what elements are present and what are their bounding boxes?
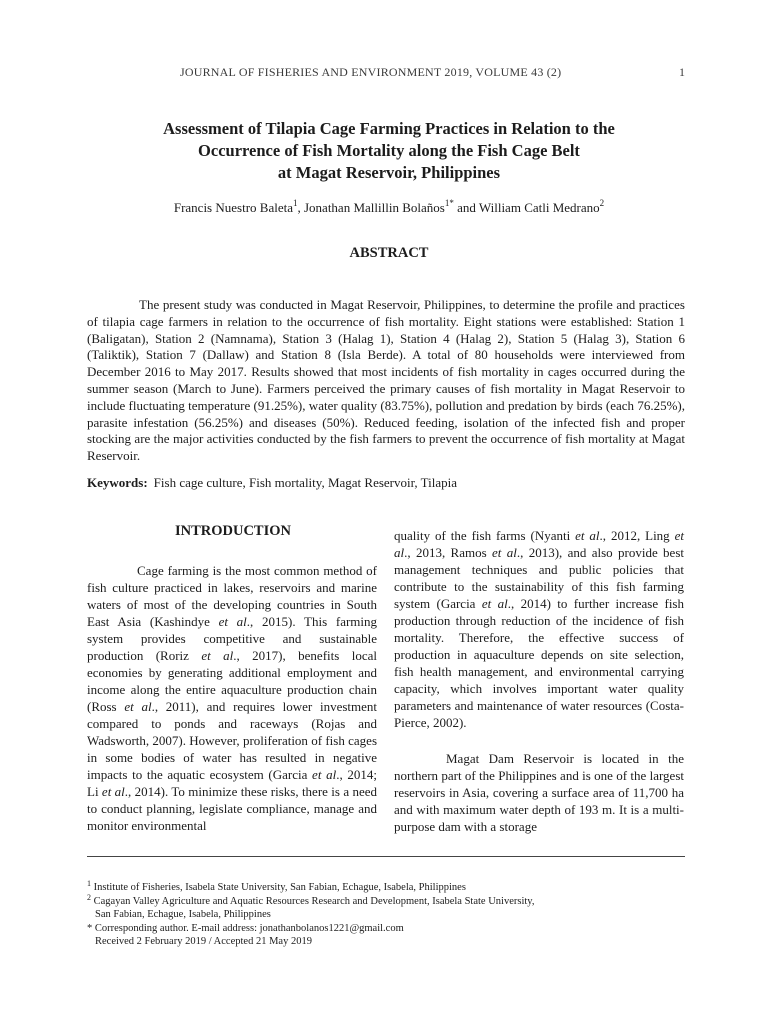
footnote-divider	[87, 856, 685, 857]
text-run: ., 2011), and requires lower investment compared to ponds and raceways (Rojas and Wadsworth, 2007). However, proliferation of fish cages in some bodies of water has resulted in negative impacts to the aquatic ecosystem (Garcia	[87, 699, 378, 782]
footnote-affiliation	[87, 892, 685, 909]
title-line: at Magat Reservoir, Philippines	[277, 163, 501, 182]
italic-run: et al	[312, 767, 337, 782]
footnote-text: Cagayan Valley Agriculture and Aquatic Resources Research and Development, Isabela State University,	[91, 895, 535, 907]
text-run: ., 2012, Ling	[599, 528, 675, 543]
text-run: ., 2014). To minimize these risks, there is a need to conduct planning, legislate compliance, manage and monitor environmental	[87, 784, 377, 833]
abstract-heading: ABSTRACT	[349, 245, 429, 261]
running-header	[0, 65, 768, 83]
keywords-text: Fish cage culture, Fish mortality, Magat Reservoir, Tilapia	[153, 475, 458, 490]
italic-run: et al	[201, 648, 234, 663]
footnote-marker: 2	[87, 892, 91, 902]
text-run: ., 2013, Ramos	[404, 545, 493, 560]
title-line: Assessment of Tilapia Cage Farming Practices in Relation to the	[163, 119, 615, 138]
affiliation-marker: 1	[292, 198, 298, 208]
page-number: 1	[679, 65, 686, 79]
title-line: Occurrence of Fish Mortality along the Fish Cage Belt	[198, 141, 580, 160]
article-title	[100, 118, 678, 184]
keywords-label: Keywords:	[87, 475, 148, 490]
text-run: ., 2013), and also provide best management techniques and public policies that contribute to the sustainability of this fish farming system (Garcia	[394, 545, 684, 611]
footnote-marker: 1	[87, 879, 91, 888]
italic-run: et al	[492, 545, 517, 560]
text-run: ., 2014; Li	[87, 767, 377, 799]
author-name: Jonathan Mallillin Bolaños	[303, 200, 445, 215]
author-name: Francis Nuestro Baleta	[173, 200, 293, 215]
author-list	[90, 199, 688, 217]
right-column	[394, 527, 684, 835]
keywords	[87, 474, 685, 491]
footnote-affiliation	[87, 881, 685, 895]
abstract-text: The present study was conducted in Magat Reservoir, Philippines, to determine the profile and practices of tilapia cage farmers in relation to the occurrence of fish mortality. Eight stations were established: Station 1 (Baligatan), Station 2 (Namnama), Station 3 (Halag 1), Station 4 (Halag 2), Station 5 (Halag 3), Station 6 (Taliktik), Station 7 (Dallaw) and Station 8 (Isla Berde). A total of 80 households were interviewed from December 2016 to May 2017. Results showed that most incidents of fish mortality in cages occurred during the summer season (March to June). Farmers perceived the primary causes of fish mortality in Magat Reservoir to include fluctuating temperature (91.25%), water quality (83.75%), pollution and predation by birds (each 76.25%), parasite infestation (56.25%) and diseases (50%). Reduced feeding, isolation of the infected fish and proper stocking are the major activities conducted by the fish farmers to prevent the occurrence of fish mortality at Magat Reservoir.	[87, 297, 685, 464]
author-name: William Catli Medrano	[478, 200, 600, 215]
text-run: quality of the fish farms (Nyanti	[394, 528, 576, 543]
author-separator: and	[453, 200, 479, 215]
italic-run: et al	[124, 699, 152, 714]
left-column	[87, 523, 377, 834]
introduction-paragraph: Magat Dam Reservoir is located in the northern part of the Philippines and is one of the largest reservoirs in Asia, covering a surface area of 11,700 ha and with maximum water depth of 193 m. It is a multi-purpose dam with a storage	[394, 751, 684, 834]
corresponding-author: * Corresponding author. E-mail address: jonathanbolanos1221@gmail.com	[87, 922, 404, 934]
italic-run: et al	[575, 528, 600, 543]
received-accepted-dates: Received 2 February 2019 / Accepted 21 May 2019	[95, 936, 312, 947]
italic-run: et al	[101, 784, 125, 799]
introduction-paragraph-continued	[394, 527, 684, 731]
journal-name: JOURNAL OF FISHERIES AND ENVIRONMENT 2019, VOLUME 43 (2)	[180, 65, 562, 79]
affiliation-marker: 2	[599, 198, 605, 208]
text-run: ., 2015). This farming system provides competitive and sustainable production (Roriz	[87, 614, 378, 663]
affiliation-marker: 1*	[444, 198, 454, 208]
introduction-heading: INTRODUCTION	[174, 523, 291, 539]
author-separator: ,	[297, 200, 304, 215]
text-run: ., 2017), benefits local economies by generating additional employment and income along the entire aquaculture production chain (Ross	[87, 648, 377, 714]
italic-run: et al	[218, 614, 247, 629]
footnote-text: Institute of Fisheries, Isabela State University, San Fabian, Echague, Isabela, Philippines	[91, 882, 466, 893]
italic-run: et al	[481, 596, 508, 611]
footnote-affiliation-continued: San Fabian, Echague, Isabela, Philippines	[95, 909, 271, 920]
italic-run: et al	[394, 528, 684, 560]
text-run: Cage farming is the most common method of fish culture practiced in lakes, reservoirs and marine waters of most of the developing countries in South East Asia (Kashindye	[87, 563, 377, 629]
introduction-paragraph	[87, 562, 377, 834]
footnotes	[87, 881, 685, 949]
text-run: ., 2014) to further increase fish production through reduction of the incidence of fish mortality. Therefore, the effective success of production in aquaculture depends on site selection, fish health management, and environmental carrying capacity, which involves important water quality parameters and maintenance of water resources (Costa-Pierce, 2002).	[394, 596, 684, 730]
